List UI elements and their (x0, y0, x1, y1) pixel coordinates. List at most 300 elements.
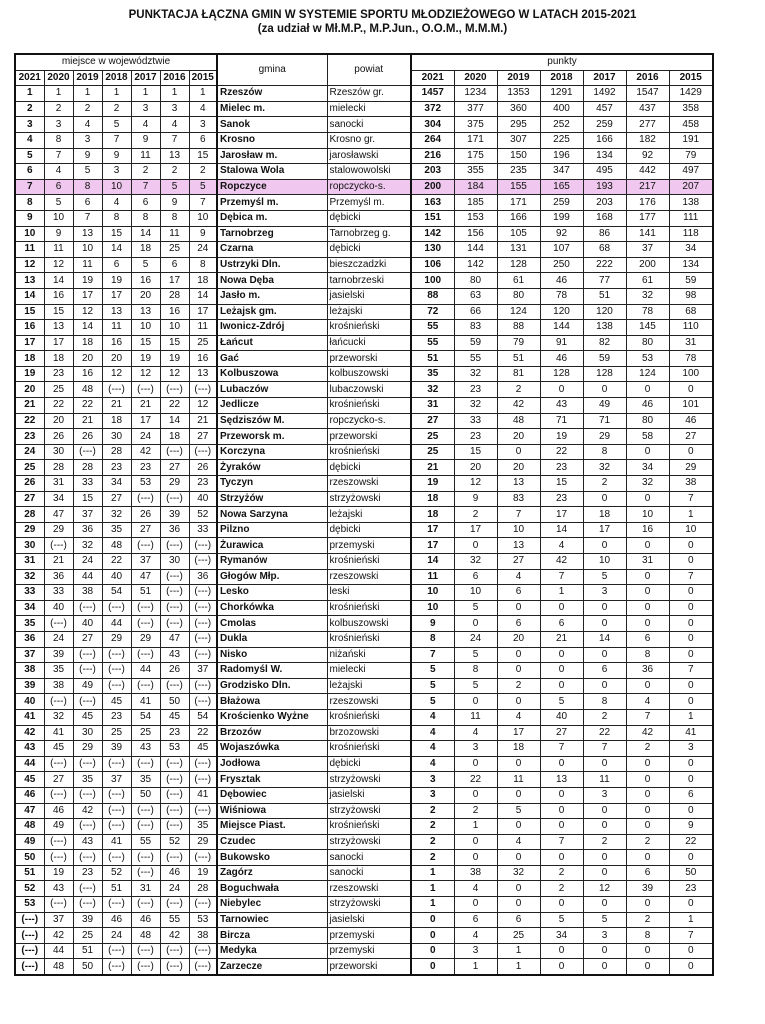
points-cell: 4 (411, 725, 454, 741)
points-cell: 185 (454, 195, 497, 211)
points-cell: 0 (669, 678, 713, 694)
points-cell: 7 (626, 709, 669, 725)
powiat-cell: sanocki (327, 850, 411, 866)
rank-cell: (---) (131, 959, 160, 975)
points-cell: 0 (626, 819, 669, 835)
rank-cell: 23 (15, 429, 44, 445)
points-cell: 252 (540, 117, 583, 133)
table-row (15, 912, 713, 928)
rank-cell: 43 (15, 741, 44, 757)
points-cell: 33 (454, 413, 497, 429)
rank-cell: 54 (131, 709, 160, 725)
rank-cell: 45 (189, 741, 217, 757)
rank-cell: 37 (131, 554, 160, 570)
points-cell: 120 (540, 304, 583, 320)
rank-cell: 7 (73, 210, 102, 226)
rank-cell: 32 (15, 569, 44, 585)
powiat-cell: leżajski (327, 304, 411, 320)
gmina-cell: Żyraków (217, 460, 327, 476)
points-cell: 0 (626, 569, 669, 585)
points-cell: 2 (411, 850, 454, 866)
points-cell: 4 (497, 569, 540, 585)
points-cell: 46 (540, 273, 583, 289)
points-cell: 0 (540, 959, 583, 975)
points-cell: 0 (626, 382, 669, 398)
rank-cell: 30 (15, 538, 44, 554)
rank-cell: 23 (73, 865, 102, 881)
rank-cell: 13 (44, 320, 73, 336)
rank-cell: 20 (73, 351, 102, 367)
rank-cell: 1 (160, 86, 189, 102)
table-row (15, 616, 713, 632)
table-row (15, 320, 713, 336)
powiat-cell: leżajski (327, 507, 411, 523)
rank-cell: (---) (73, 694, 102, 710)
rank-cell: (---) (189, 897, 217, 913)
rank-cell: 40 (102, 569, 131, 585)
rank-cell: 26 (15, 476, 44, 492)
rank-cell: 51 (131, 585, 160, 601)
points-cell: 17 (497, 725, 540, 741)
points-cell: 37 (626, 242, 669, 258)
rank-cell: 44 (73, 569, 102, 585)
rank-cell: 11 (131, 148, 160, 164)
points-cell: 10 (411, 600, 454, 616)
gmina-cell: Chorkówka (217, 600, 327, 616)
rank-cell: 27 (131, 522, 160, 538)
table-row (15, 304, 713, 320)
rank-cell: (---) (131, 897, 160, 913)
rank-cell: (---) (160, 787, 189, 803)
rank-cell: 18 (73, 335, 102, 351)
points-cell: 0 (669, 554, 713, 570)
points-cell: 0 (540, 943, 583, 959)
rank-cell: 6 (131, 195, 160, 211)
points-cell: 7 (583, 741, 626, 757)
gmina-cell: Grodzisko Dln. (217, 678, 327, 694)
rank-cell: 9 (160, 195, 189, 211)
points-cell: 55 (411, 335, 454, 351)
rank-cell: 23 (189, 476, 217, 492)
rank-cell: 28 (102, 444, 131, 460)
rank-cell: 19 (131, 351, 160, 367)
points-cell: 5 (454, 647, 497, 663)
rank-cell: 4 (44, 164, 73, 180)
rank-cell: 55 (160, 912, 189, 928)
points-cell: 372 (411, 101, 454, 117)
rank-cell: 38 (73, 585, 102, 601)
rank-cell: 45 (73, 709, 102, 725)
points-cell: 130 (411, 242, 454, 258)
points-cell: 32 (626, 288, 669, 304)
points-cell: 2 (497, 382, 540, 398)
rank-cell: 18 (131, 242, 160, 258)
points-cell: 55 (411, 320, 454, 336)
rank-cell: 36 (44, 569, 73, 585)
rank-cell: 7 (44, 148, 73, 164)
rank-cell: (---) (44, 616, 73, 632)
rank-cell: 3 (102, 164, 131, 180)
rank-cell: 34 (44, 491, 73, 507)
rank-cell: 13 (15, 273, 44, 289)
table-row (15, 819, 713, 835)
points-cell: 0 (411, 959, 454, 975)
rank-cell: 3 (73, 132, 102, 148)
rank-cell: 26 (44, 429, 73, 445)
rank-cell: 38 (189, 928, 217, 944)
rank-cell: 2 (44, 101, 73, 117)
rank-cell: 53 (189, 912, 217, 928)
powiat-cell: strzyżowski (327, 491, 411, 507)
rank-cell: (---) (160, 756, 189, 772)
rank-cell: 37 (15, 647, 44, 663)
points-cell: 9 (411, 616, 454, 632)
rank-cell: 11 (73, 257, 102, 273)
powiat-cell: krośnieński (327, 320, 411, 336)
points-cell: 0 (583, 616, 626, 632)
rank-cell: 21 (102, 398, 131, 414)
points-cell: 51 (497, 351, 540, 367)
points-year-header: 2021 (411, 70, 454, 86)
rank-cell: 9 (15, 210, 44, 226)
rank-cell: 27 (160, 460, 189, 476)
points-cell: 458 (669, 117, 713, 133)
powiat-cell: krośnieński (327, 444, 411, 460)
gmina-cell: Radomyśl W. (217, 663, 327, 679)
rank-cell: (---) (131, 538, 160, 554)
rank-cell: 41 (131, 694, 160, 710)
rank-cell: 15 (15, 304, 44, 320)
rank-cell: 19 (73, 273, 102, 289)
points-cell: 199 (540, 210, 583, 226)
rank-cell: 53 (131, 476, 160, 492)
table-row (15, 164, 713, 180)
rank-cell: 2 (131, 164, 160, 180)
rank-cell: 11 (44, 242, 73, 258)
points-cell: 32 (497, 865, 540, 881)
rank-cell: (---) (189, 772, 217, 788)
points-cell: 111 (669, 210, 713, 226)
gmina-cell: Dębowiec (217, 787, 327, 803)
points-cell: 2 (411, 834, 454, 850)
powiat-cell: kolbuszowski (327, 366, 411, 382)
rank-cell: 5 (73, 164, 102, 180)
points-cell: 13 (497, 538, 540, 554)
points-cell: 0 (669, 444, 713, 460)
rank-cell: 8 (131, 210, 160, 226)
powiat-cell: stalowowolski (327, 164, 411, 180)
rank-cell: 47 (15, 803, 44, 819)
gmina-cell: Wiśniowa (217, 803, 327, 819)
rank-cell: 6 (15, 164, 44, 180)
points-cell: 10 (626, 507, 669, 523)
rank-cell: 16 (15, 320, 44, 336)
rank-cell: 22 (44, 398, 73, 414)
gmina-cell: Pilzno (217, 522, 327, 538)
points-cell: 23 (454, 382, 497, 398)
rank-cell: 42 (15, 725, 44, 741)
points-cell: 81 (497, 366, 540, 382)
points-cell: 0 (626, 959, 669, 975)
rank-cell: 13 (102, 304, 131, 320)
rank-cell: 24 (160, 881, 189, 897)
rank-cell: 40 (44, 600, 73, 616)
rank-cell: 11 (189, 320, 217, 336)
points-cell: 59 (454, 335, 497, 351)
points-cell: 10 (454, 585, 497, 601)
place-year-header: 2021 (15, 70, 44, 86)
rank-cell: (---) (102, 647, 131, 663)
rank-cell: 21 (44, 554, 73, 570)
rank-cell: 32 (44, 709, 73, 725)
points-cell: 23 (540, 491, 583, 507)
gmina-cell: Tarnowiec (217, 912, 327, 928)
points-cell: 264 (411, 132, 454, 148)
rank-cell: 29 (44, 522, 73, 538)
rank-cell: 9 (131, 132, 160, 148)
gmina-cell: Żurawica (217, 538, 327, 554)
powiat-cell: strzyżowski (327, 803, 411, 819)
points-cell: 0 (669, 850, 713, 866)
rank-cell: 8 (15, 195, 44, 211)
points-cell: 21 (540, 631, 583, 647)
points-cell: 5 (583, 912, 626, 928)
table-row (15, 195, 713, 211)
points-cell: 0 (669, 647, 713, 663)
rank-cell: 7 (131, 179, 160, 195)
points-cell: 375 (454, 117, 497, 133)
rank-cell: 3 (189, 117, 217, 133)
rank-cell: (---) (160, 943, 189, 959)
points-cell: 128 (497, 257, 540, 273)
points-cell: 400 (540, 101, 583, 117)
rank-cell: 50 (160, 694, 189, 710)
points-group-header: punkty (411, 54, 713, 70)
rank-cell: 11 (102, 320, 131, 336)
rank-cell: 23 (160, 725, 189, 741)
table-row (15, 585, 713, 601)
rank-cell: (---) (102, 819, 131, 835)
table-row (15, 663, 713, 679)
rank-cell: (---) (73, 663, 102, 679)
rank-cell: 12 (15, 257, 44, 273)
table-row (15, 476, 713, 492)
rank-cell: 34 (102, 476, 131, 492)
rank-cell: 54 (102, 585, 131, 601)
points-cell: 68 (583, 242, 626, 258)
place-year-header: 2020 (44, 70, 73, 86)
rank-cell: (---) (15, 959, 44, 975)
points-cell: 442 (626, 164, 669, 180)
rank-cell: 49 (15, 834, 44, 850)
rank-cell: (---) (189, 959, 217, 975)
rank-cell: 18 (44, 351, 73, 367)
points-cell: 20 (497, 631, 540, 647)
table-row (15, 117, 713, 133)
rank-cell: (---) (131, 756, 160, 772)
points-cell: 0 (583, 850, 626, 866)
powiat-cell: krośnieński (327, 631, 411, 647)
rank-cell: (---) (73, 756, 102, 772)
rank-cell: 8 (44, 132, 73, 148)
rank-cell: 13 (189, 366, 217, 382)
points-cell: 14 (411, 554, 454, 570)
table-row (15, 959, 713, 975)
rank-cell: 19 (160, 351, 189, 367)
points-cell: 5 (454, 678, 497, 694)
points-cell: 193 (583, 179, 626, 195)
rank-cell: 31 (131, 881, 160, 897)
rank-cell: (---) (102, 663, 131, 679)
rank-cell: (---) (160, 569, 189, 585)
points-cell: 0 (540, 600, 583, 616)
points-cell: 0 (540, 756, 583, 772)
powiat-cell: Rzeszów gr. (327, 86, 411, 102)
powiat-cell: tarnobrzeski (327, 273, 411, 289)
rank-cell: 18 (189, 273, 217, 289)
points-cell: 304 (411, 117, 454, 133)
rank-cell: 6 (102, 257, 131, 273)
place-year-header: 2017 (131, 70, 160, 86)
powiat-cell: krośnieński (327, 709, 411, 725)
rank-cell: 4 (189, 101, 217, 117)
rank-cell: 4 (102, 195, 131, 211)
points-cell: 0 (497, 694, 540, 710)
points-cell: 0 (583, 897, 626, 913)
table-row (15, 288, 713, 304)
table-body (15, 86, 713, 975)
points-cell: 1429 (669, 86, 713, 102)
points-cell: 10 (669, 522, 713, 538)
points-cell: 1547 (626, 86, 669, 102)
rank-cell: 25 (160, 242, 189, 258)
rank-cell: 51 (15, 865, 44, 881)
points-cell: 0 (540, 382, 583, 398)
points-cell: 22 (540, 444, 583, 460)
points-cell: 7 (497, 507, 540, 523)
rank-cell: 16 (189, 351, 217, 367)
points-cell: 145 (626, 320, 669, 336)
rank-cell: 18 (160, 429, 189, 445)
rank-cell: 6 (73, 195, 102, 211)
rank-cell: 48 (102, 538, 131, 554)
points-cell: 1 (540, 585, 583, 601)
powiat-cell: jarosławski (327, 148, 411, 164)
rank-cell: (---) (102, 850, 131, 866)
rank-cell: 35 (44, 663, 73, 679)
points-year-header: 2017 (583, 70, 626, 86)
rank-cell: 20 (102, 351, 131, 367)
rank-cell: (---) (131, 850, 160, 866)
points-cell: 106 (411, 257, 454, 273)
points-cell: 118 (669, 226, 713, 242)
points-cell: 11 (454, 709, 497, 725)
rank-cell: 12 (44, 257, 73, 273)
rank-cell: 49 (44, 819, 73, 835)
rank-cell: (---) (73, 819, 102, 835)
points-cell: 0 (583, 819, 626, 835)
points-cell: 295 (497, 117, 540, 133)
rank-cell: (---) (160, 897, 189, 913)
points-cell: 36 (626, 663, 669, 679)
rank-cell: 24 (131, 429, 160, 445)
powiat-cell: dębicki (327, 460, 411, 476)
points-cell: 59 (669, 273, 713, 289)
points-cell: 0 (669, 538, 713, 554)
rank-cell: 27 (102, 491, 131, 507)
points-cell: 80 (497, 288, 540, 304)
rank-cell: 37 (189, 663, 217, 679)
page-title: PUNKTACJA ŁĄCZNA GMIN W SYSTEMIE SPORTU MŁODZIEŻOWEGO W LATACH 2015-2021 (128, 9, 637, 21)
rank-cell: (---) (160, 803, 189, 819)
points-cell: 0 (583, 600, 626, 616)
points-cell: 1 (454, 819, 497, 835)
rank-cell: (---) (102, 897, 131, 913)
points-cell: 0 (669, 616, 713, 632)
powiat-cell: jasielski (327, 288, 411, 304)
points-cell: 0 (540, 787, 583, 803)
rank-cell: 33 (73, 476, 102, 492)
rank-cell: 13 (131, 304, 160, 320)
rank-cell: 31 (44, 476, 73, 492)
page-subtitle: (za udział w Mł.M.P., M.P.Jun., O.O.M., M.M.M.) (257, 23, 508, 35)
powiat-cell: kolbuszowski (327, 616, 411, 632)
points-cell: 355 (454, 164, 497, 180)
rank-cell: 1 (189, 86, 217, 102)
points-cell: 0 (540, 663, 583, 679)
points-cell: 0 (454, 850, 497, 866)
rank-cell: 12 (160, 366, 189, 382)
points-cell: 177 (626, 210, 669, 226)
points-cell: 31 (411, 398, 454, 414)
rank-cell: (---) (189, 694, 217, 710)
rank-cell: 41 (189, 787, 217, 803)
place-year-header: 2019 (73, 70, 102, 86)
rank-cell: 41 (15, 709, 44, 725)
points-cell: 203 (411, 164, 454, 180)
points-cell: 6 (540, 616, 583, 632)
rank-cell: 30 (160, 554, 189, 570)
points-cell: 53 (626, 351, 669, 367)
rank-cell: (---) (102, 756, 131, 772)
powiat-cell: Tarnobrzeg g. (327, 226, 411, 242)
points-cell: 0 (669, 756, 713, 772)
points-cell: 29 (583, 429, 626, 445)
rank-cell: 51 (102, 881, 131, 897)
rank-cell: 38 (44, 678, 73, 694)
points-cell: 46 (540, 351, 583, 367)
points-cell: 50 (669, 865, 713, 881)
points-cell: 25 (497, 928, 540, 944)
points-cell: 21 (411, 460, 454, 476)
points-cell: 5 (411, 663, 454, 679)
points-cell: 59 (583, 351, 626, 367)
points-cell: 14 (540, 522, 583, 538)
points-cell: 138 (583, 320, 626, 336)
points-cell: 16 (626, 522, 669, 538)
rank-cell: 39 (160, 507, 189, 523)
rank-cell: 32 (73, 538, 102, 554)
points-cell: 7 (669, 928, 713, 944)
rank-cell: (---) (102, 959, 131, 975)
rank-cell: 47 (44, 507, 73, 523)
points-cell: 43 (540, 398, 583, 414)
table-row (15, 366, 713, 382)
points-cell: 0 (583, 647, 626, 663)
rank-cell: (---) (131, 943, 160, 959)
rank-cell: 47 (160, 631, 189, 647)
points-cell: 11 (411, 569, 454, 585)
